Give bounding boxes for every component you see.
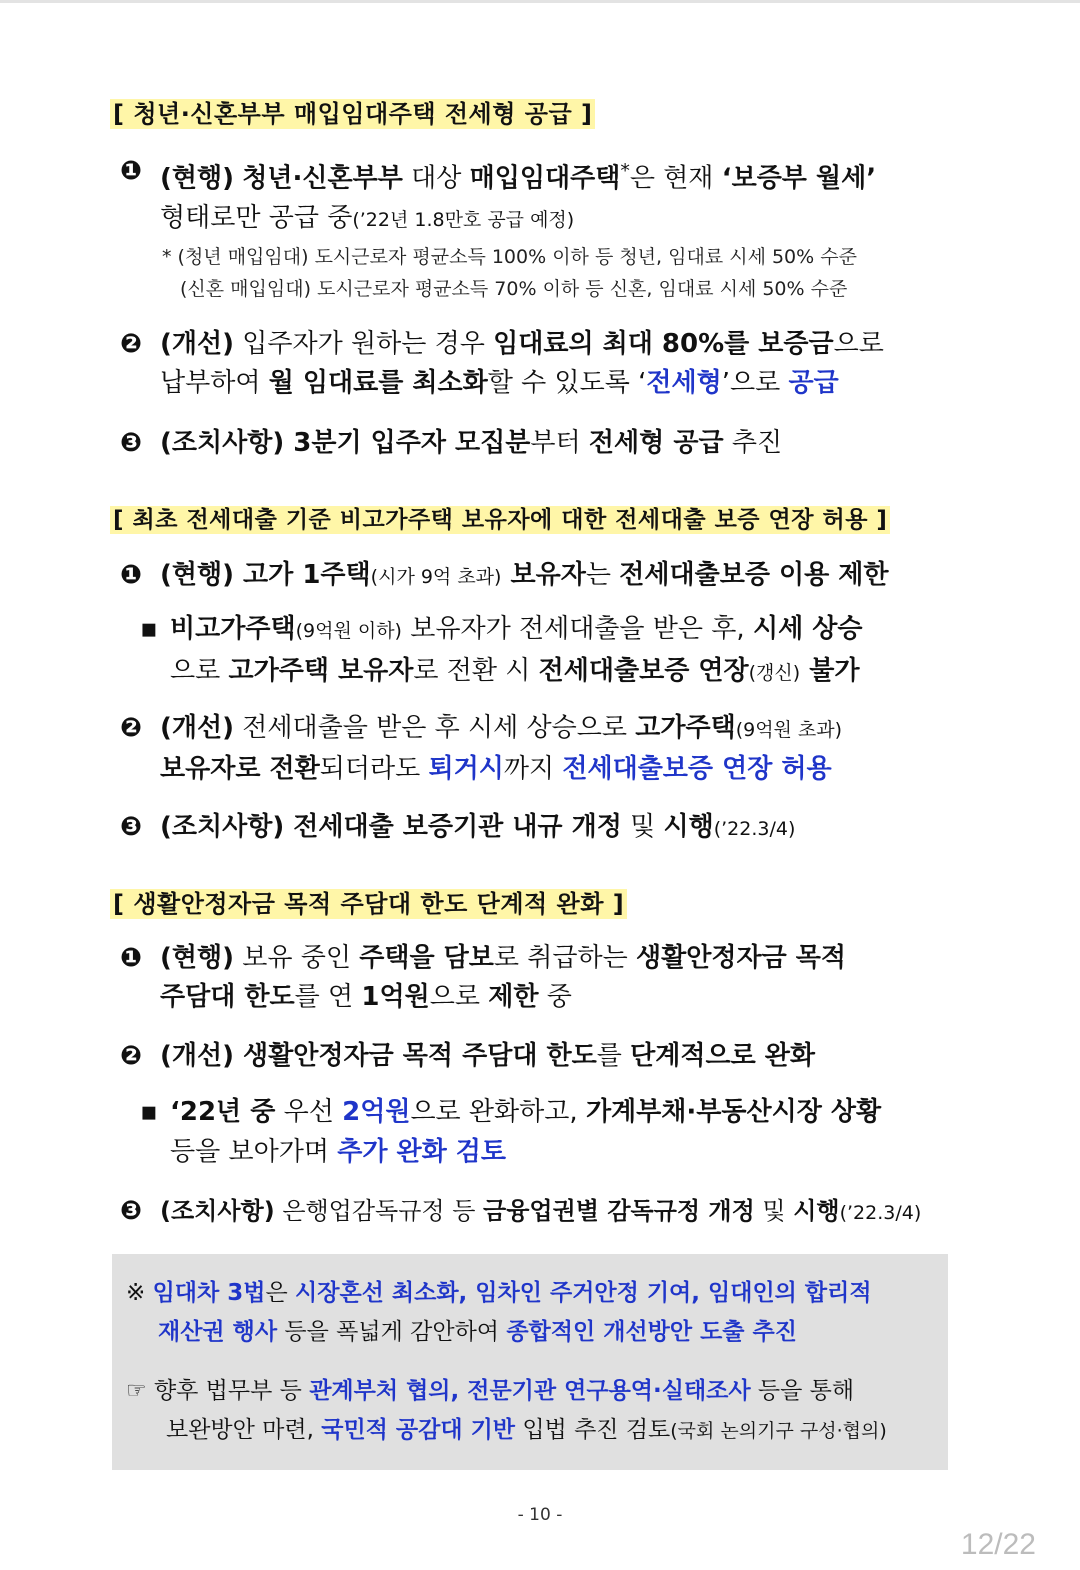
bullet-number-1: ❶ (120, 156, 143, 186)
section1-item-3: ❸ (조치사항) 3분기 입주자 모집분부터 전세형 공급 추진 (120, 424, 956, 463)
bullet-number-3: ❸ (120, 1196, 143, 1226)
section3-subitem-1: ▪ ‘22년 중 우선 2억원으로 완화하고, 가계부채·부동산시장 상황 등을 보아가며 추가 완화 검토 (140, 1092, 881, 1172)
page-indicator: 12/22 (960, 1528, 1036, 1561)
bullet-number-3: ❸ (120, 812, 143, 842)
summary-note-line-3: ☞ 향후 법무부 등 관계부처 협의, 전문기관 연구용역·실태조사 등을 통해 (126, 1378, 855, 1404)
summary-note-line-2: 재산권 행사 등을 폭넓게 감안하여 종합적인 개선방안 도출 추진 (158, 1319, 797, 1345)
bullet-number-2: ❷ (120, 1041, 143, 1071)
footnote-1: * (청년 매입임대) 도시근로자 평균소득 100% 이하 등 청년, 임대료 시세 50% 수준 (162, 246, 857, 268)
section3-item-2: ❷ (개선) 생활안정자금 목적 주담대 한도를 단계적으로 완화 (120, 1037, 956, 1076)
reference-mark-icon: ※ (126, 1280, 153, 1306)
section1-item-2: ❷ (개선) 입주자가 원하는 경우 임대료의 최대 80%를 보증금으로 납부하여 월 임대료를 최소화할 수 있도록 ‘전세형’으로 공급 (120, 325, 956, 403)
section2-item-3: ❸ (조치사항) 전세대출 보증기관 내규 개정 및 시행(’22.3/4) (120, 808, 956, 849)
section2-item-2: ❷ (개선) 전세대출을 받은 후 시세 상승으로 고가주택(9억원 초과) 보유자로 전환되더라도 퇴거시까지 전세대출보증 연장 허용 (120, 709, 956, 789)
section3-item-1: ❶ (현행) 보유 중인 주택을 담보로 취급하는 생활안정자금 목적 주담대 한도를 연 1억원으로 제한 중 (120, 939, 956, 1017)
section-heading-2: [ 최초 전세대출 기준 비고가주택 보유자에 대한 전세대출 보증 연장 허용 ] (110, 501, 890, 534)
footnote-2: (신혼 매입임대) 도시근로자 평균소득 70% 이하 등 신혼, 임대료 시세 50% 수준 (180, 278, 848, 300)
section-heading-1: [ 청년·신혼부부 매입임대주택 전세형 공급 ] (110, 94, 595, 129)
summary-note-line-4: 보완방안 마련, 국민적 공감대 기반 입법 추진 검토(국회 논의기구 구성·협의) (166, 1417, 887, 1443)
square-bullet-icon: ▪ (140, 1097, 158, 1127)
section1-item-1: ❶ (현행) 청년·신혼부부 대상 매입임대주택*은 현재 ‘보증부 월세’ 형태로만 공급 중(’22년 1.8만호 공급 예정) (120, 152, 956, 240)
page-number: - 10 - (517, 1505, 563, 1525)
section-heading-3: [ 생활안정자금 목적 주담대 한도 단계적 완화 ] (110, 884, 627, 919)
bullet-number-3: ❸ (120, 428, 143, 458)
top-border (0, 0, 1080, 3)
square-bullet-icon: ▪ (140, 614, 158, 644)
bullet-number-2: ❷ (120, 329, 143, 359)
bullet-number-1: ❶ (120, 943, 143, 973)
summary-note-line-1: ※ 임대차 3법은 시장혼선 최소화, 임차인 주거안정 기여, 임대인의 합리적 (126, 1280, 872, 1306)
bullet-number-2: ❷ (120, 713, 143, 743)
bullet-number-1: ❶ (120, 560, 143, 590)
pointing-hand-icon: ☞ (126, 1378, 154, 1404)
section3-item-3: ❸ (조치사항) 은행업감독규정 등 금융업권별 감독규정 개정 및 시행(’22.3/4) (120, 1192, 956, 1233)
section2-item-1: ❶ (현행) 고가 1주택(시가 9억 초과) 보유자는 전세대출보증 이용 제한 (120, 556, 956, 597)
section2-subitem-1: ▪ 비고가주택(9억원 이하) 보유자가 전세대출을 받은 후, 시세 상승 으로 고가주택 보유자로 전환 시 전세대출보증 연장(갱신) 불가 (140, 609, 862, 693)
